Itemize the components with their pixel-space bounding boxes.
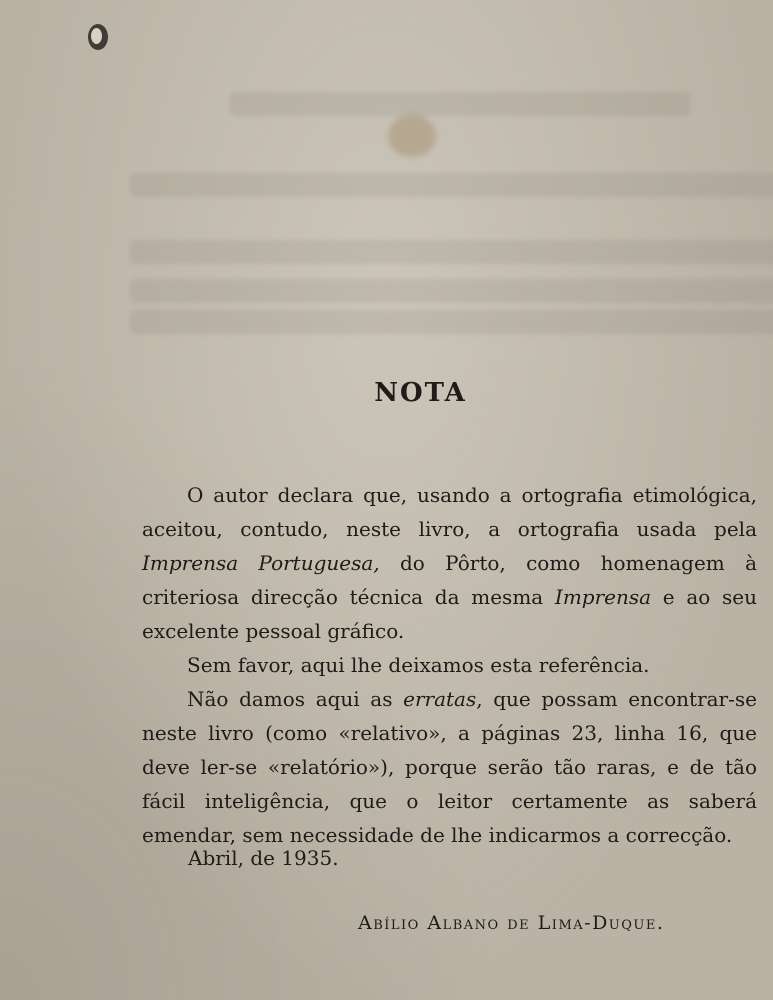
paragraph-1: O autor declara que, usando a ortografia etimológica, aceitou, contudo, neste livro, a ortografia usada pela Imprensa Portuguesa, do Pôrto, como homenagem à criteriosa direcção técnica da mesma Imprensa e ao seu excelente pessoal gráfico.: [142, 483, 757, 643]
bleed-through-text: [130, 279, 773, 303]
note-body: [142, 478, 757, 852]
paragraph-2: Sem favor, aqui lhe deixamos esta referência.: [187, 653, 650, 677]
bleed-through-text: [130, 173, 773, 197]
date-line: Abril, de 1935.: [188, 846, 339, 870]
bleed-through-text: [130, 240, 773, 264]
bleed-through-text: [130, 310, 773, 334]
page-stain: [388, 115, 436, 157]
bleed-through-text: [230, 92, 690, 116]
punch-hole: [88, 24, 108, 50]
author-signature: Abílio Albano de Lima-Duque.: [358, 912, 665, 934]
page-title: NOTA: [374, 378, 467, 408]
paragraph-3: Não damos aqui as erratas, que possam encontrar-se neste livro (como «relativo», a páginas 23, linha 16, que deve ler-se «relatório»), porque serão tão raras, e de tão fácil inteligência, que o leitor certamente as saberá emendar, sem necessidade de lhe indicarmos a correcção.: [142, 687, 757, 847]
